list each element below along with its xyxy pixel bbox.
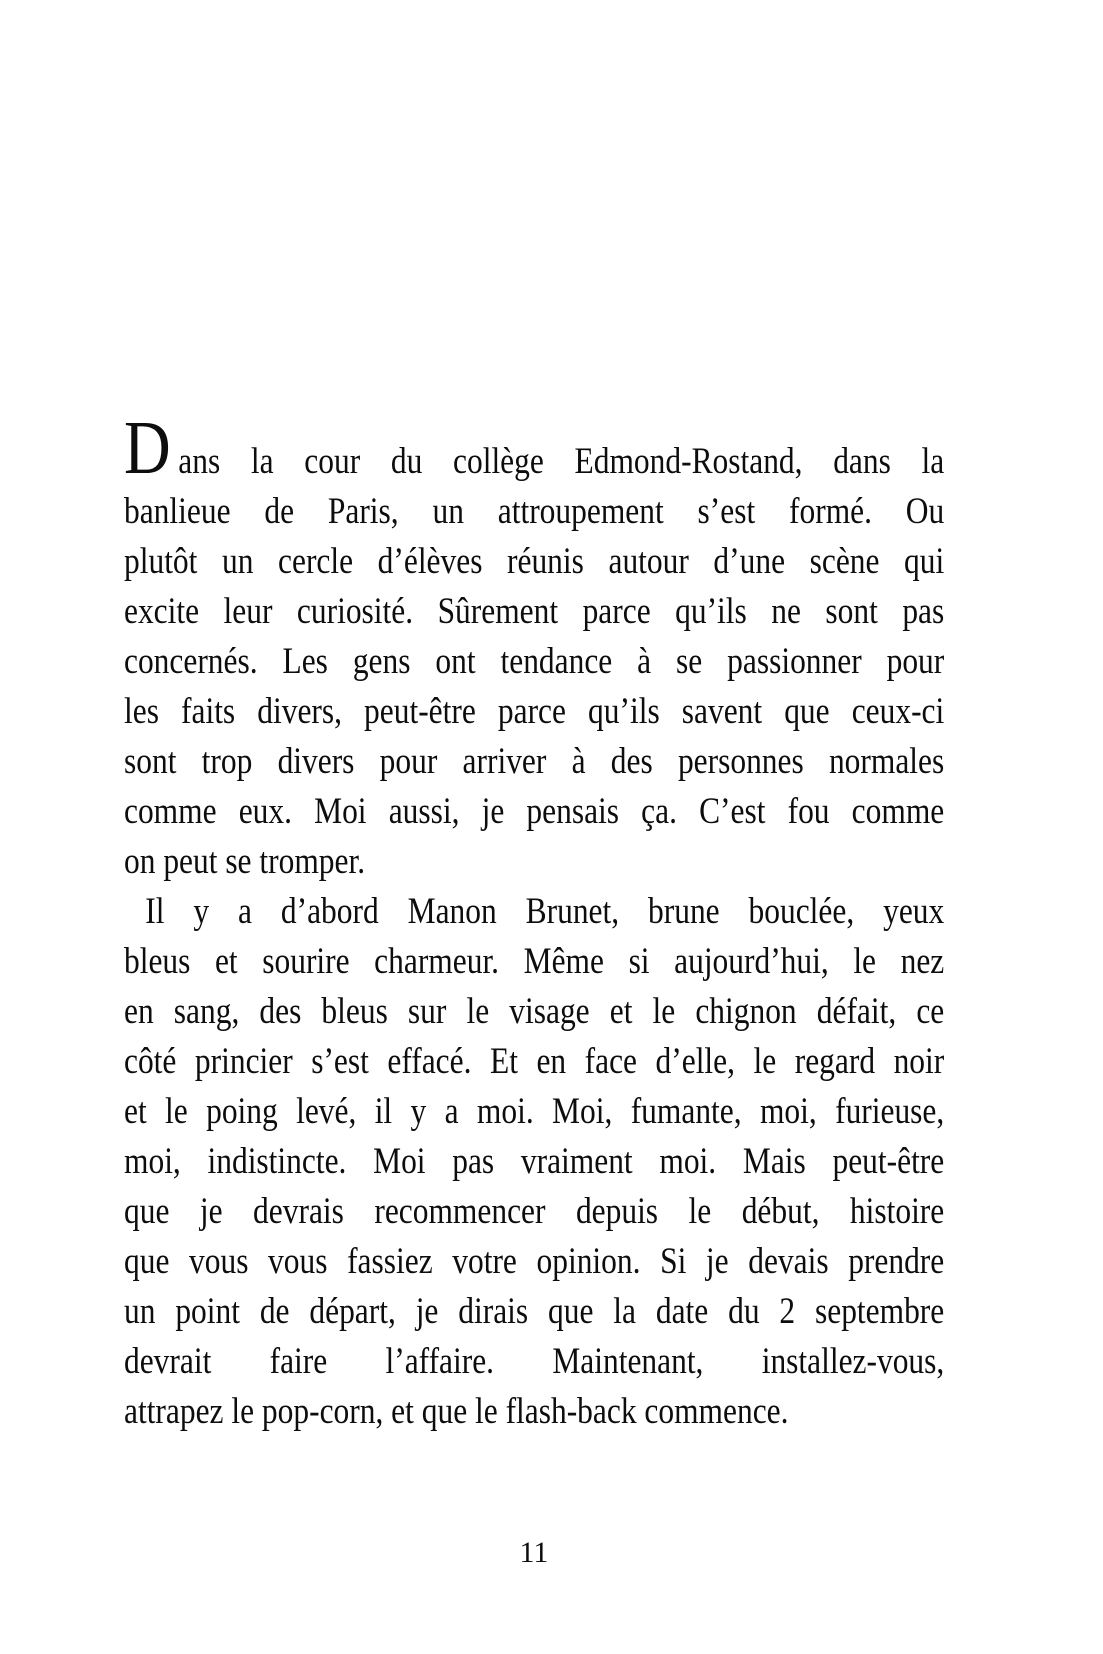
text-line — [124, 406, 945, 490]
text-line: concernés. Les gens ont tendance à se passionner pour — [124, 641, 945, 682]
paragraph-2 — [124, 887, 944, 1437]
text-line: en sang, des bleus sur le visage et le chignon défait, ce — [124, 991, 945, 1032]
text-line: sont trop divers pour arriver à des personnes normales — [124, 741, 945, 782]
text-line: les faits divers, peut-être parce qu’ils savent que ceux-ci — [124, 691, 945, 732]
text-line: un point de départ, je dirais que la date du 2 septembre — [124, 1291, 945, 1332]
text-line: et le poing levé, il y a moi. Moi, fumante, moi, furieuse, — [124, 1091, 945, 1132]
text-line: moi, indistincte. Moi pas vraiment moi. Mais peut-être — [124, 1141, 945, 1182]
text-line: comme eux. Moi aussi, je pensais ça. C’est fou comme — [124, 791, 945, 832]
text-line: côté princier s’est effacé. Et en face d’elle, le regard noir — [124, 1041, 945, 1082]
text-line-content: ans la cour du collège Edmond-Rostand, dans la — [178, 441, 945, 482]
text-line: Il y a d’abord Manon Brunet, brune bouclée, yeux — [145, 891, 945, 932]
text-line: devrait faire l’affaire. Maintenant, installez-vous, — [124, 1341, 945, 1382]
text-line: que je devrais recommencer depuis le début, histoire — [124, 1191, 945, 1232]
text-line: banlieue de Paris, un attroupement s’est formé. Ou — [124, 491, 945, 532]
text-line: attrapez le pop-corn, et que le flash-back commence. — [124, 1391, 789, 1432]
drop-cap-letter: D — [124, 406, 171, 490]
text-line: que vous vous fassiez votre opinion. Si je devais prendre — [124, 1241, 945, 1282]
text-line: excite leur curiosité. Sûrement parce qu’ils ne sont pas — [124, 591, 945, 632]
paragraph-1 — [124, 406, 945, 887]
page-number: 11 — [519, 1536, 549, 1569]
text-line: on peut se tromper. — [124, 841, 366, 882]
text-line: plutôt un cercle d’élèves réunis autour d’une scène qui — [124, 541, 945, 582]
text-line: bleus et sourire charmeur. Même si aujourd’hui, le nez — [124, 941, 945, 982]
text-block — [124, 406, 945, 1437]
